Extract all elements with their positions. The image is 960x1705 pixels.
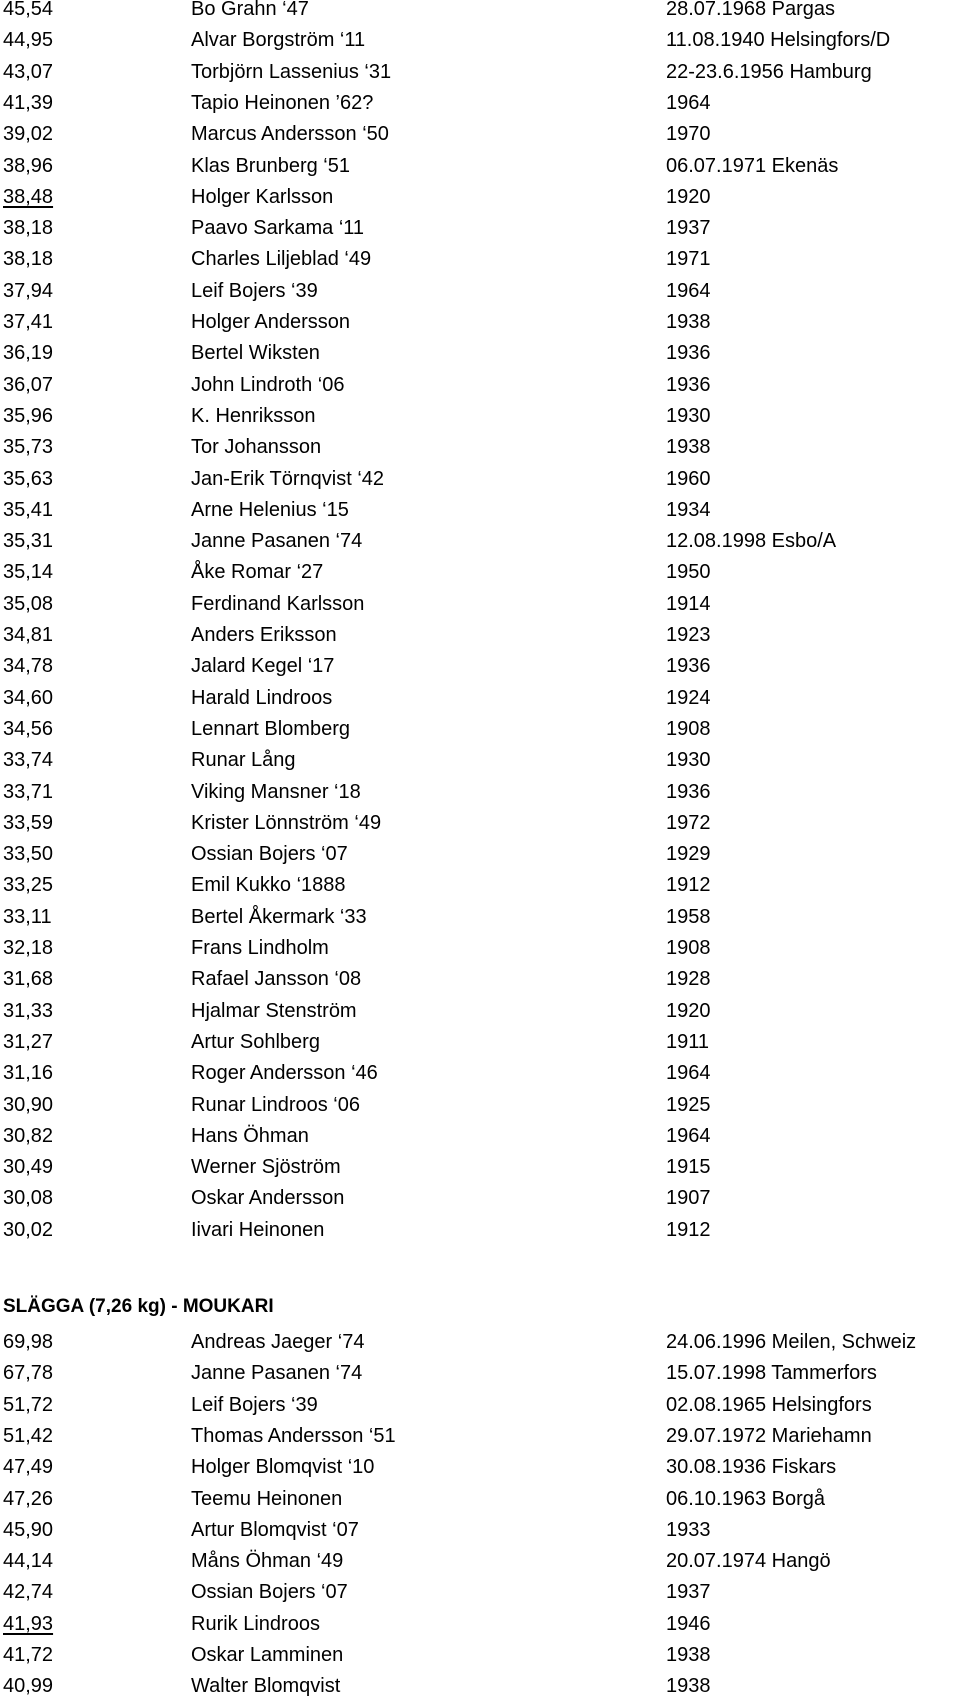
result-value: 39,02: [3, 123, 54, 146]
athlete-name: Anders Eriksson: [191, 624, 337, 646]
table-row: [0, 654, 960, 685]
athlete-name: Janne Pasanen ‘74: [191, 1362, 363, 1385]
table-row: [0, 60, 960, 91]
table-row: [0, 91, 960, 122]
athlete-name: Jan-Erik Törnqvist ‘42: [191, 467, 385, 490]
table-row: [0, 717, 960, 748]
result-value: 37,94: [3, 279, 54, 302]
result-value: 33,50: [3, 843, 54, 866]
table-row: [0, 404, 960, 435]
table-row: [0, 122, 960, 153]
date-place: 1936: [666, 655, 711, 678]
result-value: 36,19: [3, 342, 54, 365]
date-place: 1964: [666, 1062, 711, 1085]
result-value: 35,14: [3, 561, 54, 584]
athlete-name: Runar Lindroos ‘06: [191, 1093, 360, 1116]
date-place: 1911: [666, 1030, 710, 1053]
result-value: 36,07: [3, 373, 54, 396]
athlete-name: Werner Sjöström: [191, 1156, 341, 1179]
result-value: 35,73: [3, 436, 54, 459]
result-value: 34,78: [3, 655, 54, 678]
athlete-name: Artur Sohlberg: [191, 1030, 320, 1053]
date-place: 24.06.1996 Meilen, Schweiz: [666, 1331, 917, 1353]
date-place: 1923: [666, 624, 711, 646]
date-place: 1964: [666, 279, 711, 302]
result-value: 45,54: [3, 0, 54, 20]
result-value: 38,96: [3, 154, 54, 177]
result-value: 35,31: [3, 530, 54, 553]
athlete-name: Paavo Sarkama ‘11: [191, 217, 365, 240]
athlete-name: Ferdinand Karlsson: [191, 592, 365, 615]
date-place: 1908: [666, 717, 711, 740]
result-value: 38,48: [3, 185, 54, 208]
athlete-name: Leif Bojers ‘39: [191, 279, 318, 302]
athlete-name: Åke Romar ‘27: [191, 561, 324, 584]
table-row: [0, 1580, 960, 1611]
table-row: [0, 1361, 960, 1392]
date-place: 1946: [666, 1612, 711, 1635]
result-value: 47,26: [3, 1487, 54, 1510]
athlete-name: Viking Mansner ‘18: [191, 780, 361, 803]
date-place: 12.08.1998 Esbo/A: [666, 530, 837, 553]
athlete-name: Bertel Åkermark ‘33: [191, 905, 367, 928]
athlete-name: Lennart Blomberg: [191, 717, 350, 740]
athlete-name: Rafael Jansson ‘08: [191, 968, 362, 991]
result-value: 30,82: [3, 1124, 54, 1147]
date-place: 1912: [666, 1218, 711, 1241]
table-row: [0, 279, 960, 310]
result-value: 34,56: [3, 717, 54, 740]
result-value: 31,33: [3, 999, 54, 1022]
athlete-name: Frans Lindholm: [191, 937, 329, 959]
athlete-name: Tor Johansson: [191, 436, 322, 459]
athlete-name: Thomas Andersson ‘51: [191, 1424, 396, 1447]
result-value: 38,18: [3, 217, 54, 240]
table-row: [0, 873, 960, 904]
result-value: 42,74: [3, 1581, 54, 1604]
athlete-name: Marcus Andersson ‘50: [191, 123, 389, 146]
table-row: [0, 748, 960, 779]
date-place: 1938: [666, 436, 711, 459]
athlete-name: Alvar Borgström ‘11: [191, 29, 366, 52]
athlete-name: Holger Blomqvist ‘10: [191, 1456, 375, 1479]
table-row: [0, 1093, 960, 1124]
athlete-name: Ossian Bojers ‘07: [191, 1581, 348, 1604]
athlete-name: Måns Öhman ‘49: [191, 1550, 344, 1573]
table-row: [0, 341, 960, 372]
result-value: 44,95: [3, 29, 54, 52]
date-place: 1933: [666, 1518, 711, 1541]
date-place: 1930: [666, 749, 711, 772]
table-row: [0, 686, 960, 717]
result-value: 31,16: [3, 1062, 54, 1085]
result-value: 35,08: [3, 592, 54, 615]
date-place: 11.08.1940 Helsingfors/D: [666, 29, 891, 52]
date-place: 1960: [666, 467, 711, 490]
date-place: 1928: [666, 968, 711, 991]
table-row: [0, 435, 960, 466]
result-value: 30,90: [3, 1093, 54, 1116]
date-place: 1934: [666, 498, 711, 521]
result-value: 47,49: [3, 1456, 54, 1479]
date-place: 29.07.1972 Mariehamn: [666, 1424, 872, 1447]
result-value: 32,18: [3, 937, 54, 959]
date-place: 1938: [666, 1675, 711, 1698]
result-value: 38,18: [3, 248, 54, 271]
athlete-name: Teemu Heinonen: [191, 1487, 343, 1510]
table-row: [0, 1218, 960, 1249]
athlete-name: Andreas Jaeger ‘74: [191, 1331, 365, 1353]
table-row: [0, 1487, 960, 1518]
date-place: 1938: [666, 1644, 711, 1666]
date-place: 1912: [666, 874, 711, 897]
table-row: [0, 1124, 960, 1155]
athlete-name: Runar Lång: [191, 749, 296, 772]
table-row: [0, 247, 960, 278]
table-row: [0, 1061, 960, 1092]
result-value: 35,96: [3, 404, 54, 427]
table-row: [0, 936, 960, 967]
result-value: 35,41: [3, 498, 54, 521]
athlete-name: K. Henriksson: [191, 404, 316, 427]
athlete-name: Bo Grahn ‘47: [191, 0, 309, 20]
table-row: [0, 467, 960, 498]
table-row: [0, 310, 960, 341]
athlete-name: Holger Karlsson: [191, 185, 334, 208]
date-place: 1924: [666, 686, 711, 709]
athlete-name: Torbjörn Lassenius ‘31: [191, 60, 392, 83]
table-row: [0, 780, 960, 811]
date-place: 1950: [666, 561, 711, 584]
date-place: 1907: [666, 1187, 711, 1210]
date-place: 15.07.1998 Tammerfors: [666, 1362, 877, 1385]
table-row: [0, 1518, 960, 1549]
date-place: 1936: [666, 342, 711, 365]
date-place: 1970: [666, 123, 711, 146]
result-value: 35,63: [3, 467, 54, 490]
result-value: 41,72: [3, 1644, 54, 1666]
table-row: [0, 1424, 960, 1455]
date-place: 1937: [666, 1581, 711, 1604]
date-place: 1929: [666, 843, 711, 866]
date-place: 22-23.6.1956 Hamburg: [666, 60, 872, 83]
athlete-name: Charles Liljeblad ‘49: [191, 248, 372, 271]
result-value: 41,93: [3, 1612, 54, 1635]
result-value: 43,07: [3, 60, 54, 83]
athlete-name: Tapio Heinonen ’62?: [191, 91, 374, 114]
section-title-hammer: SLÄGGA (7,26 kg) - MOUKARI: [3, 1296, 274, 1317]
result-value: 33,59: [3, 811, 54, 834]
table-row: [0, 1393, 960, 1424]
result-value: 69,98: [3, 1331, 54, 1353]
athlete-name: Arne Helenius ‘15: [191, 498, 349, 521]
table-row: [0, 216, 960, 247]
table-row: [0, 185, 960, 216]
date-place: 1938: [666, 311, 711, 333]
athlete-name: Hans Öhman: [191, 1124, 309, 1147]
date-place: 1936: [666, 780, 711, 803]
athlete-name: Hjalmar Stenström: [191, 999, 357, 1022]
date-place: 1958: [666, 905, 711, 928]
result-value: 33,11: [3, 905, 52, 928]
athlete-name: Krister Lönnström ‘49: [191, 811, 382, 834]
result-value: 40,99: [3, 1675, 54, 1698]
athlete-name: Klas Brunberg ‘51: [191, 154, 350, 177]
result-value: 37,41: [3, 311, 54, 333]
result-value: 51,42: [3, 1424, 54, 1447]
date-place: 02.08.1965 Helsingfors: [666, 1393, 872, 1416]
athlete-name: Harald Lindroos: [191, 686, 333, 709]
table-row: [0, 1549, 960, 1580]
result-value: 33,71: [3, 780, 54, 803]
athlete-name: Ossian Bojers ‘07: [191, 843, 348, 866]
table-row: [0, 1643, 960, 1674]
table-row: [0, 623, 960, 654]
date-place: 20.07.1974 Hangö: [666, 1550, 831, 1573]
date-place: 06.10.1963 Borgå: [666, 1487, 826, 1510]
table-row: [0, 0, 960, 28]
date-place: 1925: [666, 1093, 711, 1116]
date-place: 1920: [666, 999, 711, 1022]
table-row: [0, 1155, 960, 1186]
date-place: 1964: [666, 1124, 711, 1147]
table-row: [0, 28, 960, 59]
date-place: 1937: [666, 217, 711, 240]
date-place: 1908: [666, 937, 711, 959]
table-row: [0, 1455, 960, 1486]
athlete-name: Janne Pasanen ‘74: [191, 530, 363, 553]
table-row: [0, 373, 960, 404]
table-row: [0, 560, 960, 591]
result-value: 51,72: [3, 1393, 54, 1416]
date-place: 1971: [666, 248, 711, 271]
table-row: [0, 967, 960, 998]
result-value: 34,60: [3, 686, 54, 709]
table-row: [0, 592, 960, 623]
result-value: 41,39: [3, 91, 54, 114]
table-row: [0, 999, 960, 1030]
athlete-name: Jalard Kegel ‘17: [191, 655, 335, 678]
table-row: [0, 1612, 960, 1643]
date-place: 30.08.1936 Fiskars: [666, 1456, 837, 1479]
date-place: 28.07.1968 Pargas: [666, 0, 836, 20]
result-value: 67,78: [3, 1362, 54, 1385]
athlete-name: Rurik Lindroos: [191, 1612, 320, 1635]
result-value: 33,74: [3, 749, 54, 772]
athlete-name: Oskar Lamminen: [191, 1644, 344, 1666]
result-value: 30,02: [3, 1218, 54, 1241]
date-place: 1964: [666, 91, 711, 114]
table-row: [0, 1030, 960, 1061]
table-row: [0, 811, 960, 842]
date-place: 1936: [666, 373, 711, 396]
athlete-name: John Lindroth ‘06: [191, 373, 345, 396]
athlete-name: Holger Andersson: [191, 311, 350, 333]
table-row: [0, 498, 960, 529]
date-place: 1914: [666, 592, 711, 615]
date-place: 1930: [666, 404, 711, 427]
athlete-name: Iivari Heinonen: [191, 1218, 325, 1241]
table-row: [0, 154, 960, 185]
athlete-name: Leif Bojers ‘39: [191, 1393, 318, 1416]
table-row: [0, 842, 960, 873]
table-row: [0, 1674, 960, 1705]
table-row: [0, 529, 960, 560]
date-place: 1920: [666, 185, 711, 208]
result-value: 30,49: [3, 1156, 54, 1179]
date-place: 06.07.1971 Ekenäs: [666, 154, 839, 177]
athlete-name: Artur Blomqvist ‘07: [191, 1518, 359, 1541]
athlete-name: Bertel Wiksten: [191, 342, 320, 365]
table-row: [0, 905, 960, 936]
result-value: 31,68: [3, 968, 54, 991]
date-place: 1915: [666, 1156, 711, 1179]
result-value: 45,90: [3, 1518, 54, 1541]
table-row: [0, 1330, 960, 1361]
result-value: 34,81: [3, 624, 54, 646]
athlete-name: Emil Kukko ‘1888: [191, 874, 346, 897]
result-value: 33,25: [3, 874, 54, 897]
result-value: 44,14: [3, 1550, 54, 1573]
table-row: [0, 1186, 960, 1217]
athlete-name: Roger Andersson ‘46: [191, 1062, 378, 1085]
date-place: 1972: [666, 811, 711, 834]
result-value: 31,27: [3, 1030, 54, 1053]
result-value: 30,08: [3, 1187, 54, 1210]
athlete-name: Oskar Andersson: [191, 1187, 345, 1210]
athlete-name: Walter Blomqvist: [191, 1675, 341, 1698]
